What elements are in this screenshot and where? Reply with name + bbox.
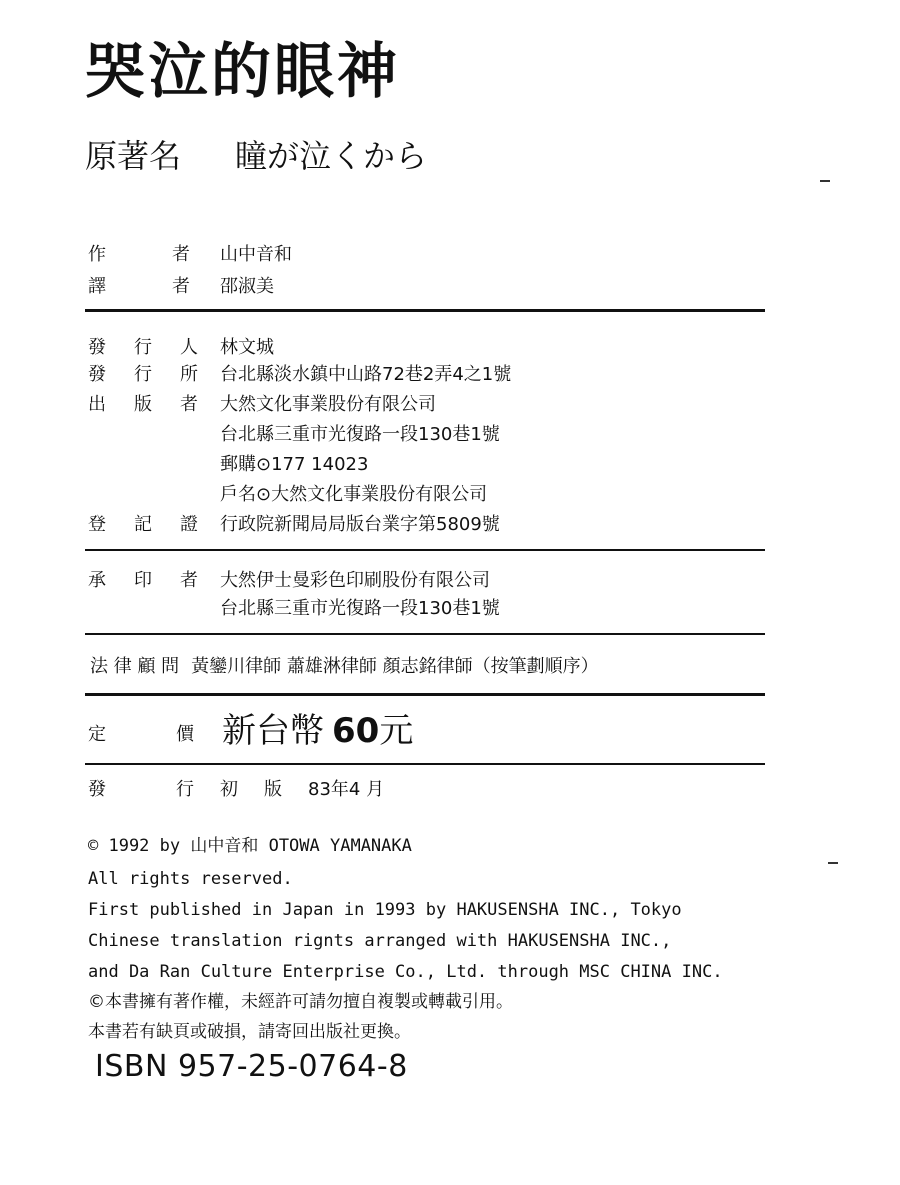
divider — [85, 309, 765, 312]
scan-speck — [828, 862, 838, 864]
registration-label: 登 記 證 — [88, 514, 198, 535]
divider — [85, 633, 765, 635]
publisher-address: 台北縣三重市光復路一段130巷1號 — [220, 424, 500, 445]
price-value — [222, 711, 414, 751]
legal-label: 法 律 顧 問 — [90, 656, 180, 677]
author-label: 作 者 — [88, 244, 190, 265]
publisher-postal-account: 郵購⊙177 14023 — [220, 454, 369, 475]
translation-agent-line: and Da Ran Culture Enterprise Co., Ltd. through MSC CHINA INC. — [88, 962, 723, 982]
translator-name: 邵淑美 — [220, 276, 274, 297]
original-title — [85, 137, 428, 175]
divider — [85, 693, 765, 696]
legal-value: 黃鑾川律師 蕭雄淋律師 顏志銘律師（按筆劃順序） — [191, 656, 599, 677]
printer-name: 大然伊士曼彩色印刷股份有限公司 — [220, 570, 490, 591]
price-unit: 元 — [379, 711, 414, 751]
price-label: 定 價 — [88, 724, 194, 745]
registration-number: 行政院新聞局局版台業字第5809號 — [220, 514, 500, 535]
issuer-label: 發 行 人 — [88, 337, 198, 358]
translation-rights-line: Chinese translation rignts arranged with HAKUSENSHA INC., — [88, 931, 672, 951]
rights-reserved-line: All rights reserved. — [88, 869, 293, 889]
book-title: 哭泣的眼神 — [85, 37, 400, 107]
original-title-label: 原著名 — [85, 137, 182, 175]
divider — [85, 549, 765, 551]
original-title-value: 瞳が泣くから — [235, 137, 428, 175]
printer-label: 承 印 者 — [88, 570, 198, 591]
publisher-account-name: 戶名⊙大然文化事業股份有限公司 — [220, 484, 488, 505]
first-edition-date: 83年4 月 — [308, 779, 385, 800]
isbn: ISBN 957-25-0764-8 — [95, 1049, 408, 1084]
publisher-label: 出 版 者 — [88, 394, 198, 415]
legal-advisors — [90, 658, 599, 676]
price-currency: 新台幣 — [222, 711, 324, 751]
issuer-office-address: 台北縣淡水鎮中山路72巷2弄4之1號 — [220, 364, 512, 385]
author-name: 山中音和 — [220, 244, 292, 265]
first-edition: 發 行 初 版 83年4 月 — [88, 779, 385, 800]
price-amount: 60 — [332, 711, 380, 751]
scan-speck — [820, 180, 830, 182]
printer-address: 台北縣三重市光復路一段130巷1號 — [220, 598, 500, 619]
copyright-warning-line: ©本書擁有著作權，未經許可請勿擅自複製或轉載引用。 — [88, 992, 513, 1012]
defect-return-line: 本書若有缺頁或破損，請寄回出版社更換。 — [88, 1022, 411, 1042]
publisher-name: 大然文化事業股份有限公司 — [220, 394, 436, 415]
copyright-line: © 1992 by 山中音和 OTOWA YAMANAKA — [88, 836, 412, 856]
divider — [85, 763, 765, 765]
issuer-office-label: 發 行 所 — [88, 364, 198, 385]
issuer-name: 林文城 — [220, 337, 274, 358]
translator-label: 譯 者 — [88, 276, 190, 297]
first-published-line: First published in Japan in 1993 by HAKUSENSHA INC., Tokyo — [88, 900, 682, 920]
